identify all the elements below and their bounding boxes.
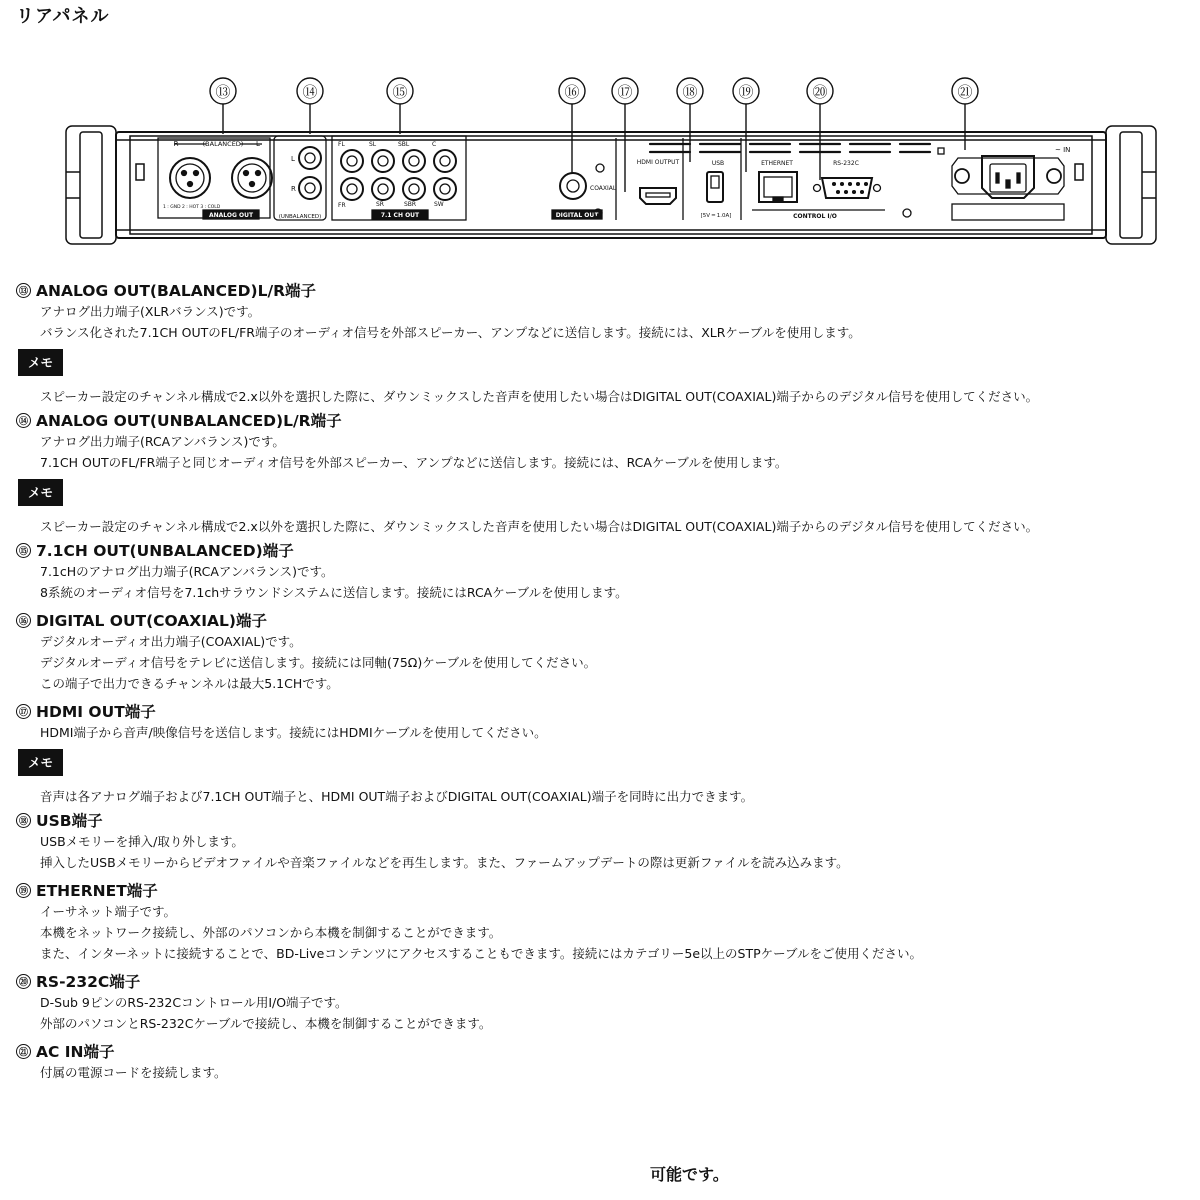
- svg-text:C: C: [432, 141, 437, 148]
- section-text: アナログ出力端子(XLRバランス)です。: [40, 304, 261, 319]
- section-title: ETHERNET端子: [36, 882, 158, 900]
- svg-text:L: L: [291, 155, 295, 163]
- svg-text:SBR: SBR: [404, 201, 417, 208]
- callout-15: [387, 78, 413, 134]
- memo-badge: メモ: [18, 749, 63, 776]
- svg-text:SW: SW: [434, 201, 444, 208]
- callout-13-label: ⑬: [215, 83, 231, 101]
- section-text: 7.1CH OUTのFL/FR端子と同じオーディオ信号を外部スピーカー、アンプなどに送信します。接続には、RCAケーブルを使用します。: [40, 455, 788, 470]
- label-ethernet: ETHERNET: [761, 160, 793, 167]
- svg-text:SL: SL: [369, 141, 377, 148]
- section-title: ANALOG OUT(BALANCED)L/R端子: [36, 282, 317, 300]
- section-title: HDMI OUT端子: [36, 703, 156, 721]
- label-ch71-out: 7.1 CH OUT: [380, 212, 420, 219]
- label-unbalanced: (UNBALANCED): [278, 214, 322, 220]
- section-text: HDMI端子から音声/映像信号を送信します。接続にはHDMIケーブルを使用してください。: [40, 725, 547, 740]
- svg-text:R: R: [291, 185, 296, 193]
- svg-text:⑭: ⑭: [302, 83, 318, 101]
- section-number: ⑬: [16, 283, 31, 298]
- svg-text:SBL: SBL: [398, 141, 410, 148]
- section-number: ⑮: [16, 543, 31, 558]
- digital-out-block: [552, 138, 616, 220]
- section-title: AC IN端子: [36, 1043, 115, 1061]
- ethernet-block: [759, 172, 797, 202]
- section-number: ⑯: [16, 613, 31, 628]
- section-19: [16, 879, 1186, 964]
- section-18: [16, 809, 1186, 873]
- section-text: バランス化された7.1CH OUTのFL/FR端子のオーディオ信号を外部スピーカー、アンプなどに送信します。接続には、XLRケーブルを使用します。: [40, 325, 861, 340]
- section-text: USBメモリーを挿入/取り外します。: [40, 834, 244, 849]
- section-15: [16, 539, 1186, 603]
- svg-text:⑲: ⑲: [738, 83, 754, 101]
- callout-16: [559, 78, 585, 174]
- svg-text:SR: SR: [376, 201, 384, 208]
- section-title: RS-232C端子: [36, 973, 141, 991]
- ch71-out-block: [332, 136, 466, 220]
- callout-13: [210, 78, 236, 134]
- analog-out-unbalanced-block: [274, 136, 326, 220]
- svg-text:㉑: ㉑: [957, 83, 973, 101]
- section-number: ⑰: [16, 704, 31, 719]
- memo-badge: メモ: [18, 479, 63, 506]
- label-l: L: [256, 140, 260, 148]
- section-14: [16, 409, 1186, 537]
- svg-text:⑮: ⑮: [392, 83, 408, 101]
- label-balanced: (BALANCED): [202, 140, 244, 148]
- memo-text: スピーカー設定のチャンネル構成で2.x以外を選択した際に、ダウンミックスした音声を使用したい場合はDIGITAL OUT(COAXIAL)端子からのデジタル信号を使用してください。: [40, 389, 1039, 404]
- callout-20: [807, 78, 833, 180]
- section-21: [16, 1040, 1186, 1083]
- section-16: [16, 609, 1186, 694]
- section-13: [16, 279, 1186, 407]
- callout-21: [952, 78, 978, 150]
- section-number: ㉑: [16, 1044, 31, 1059]
- memo-text: スピーカー設定のチャンネル構成で2.x以外を選択した際に、ダウンミックスした音声を使用したい場合はDIGITAL OUT(COAXIAL)端子からのデジタル信号を使用してください。: [40, 519, 1039, 534]
- svg-text:FL: FL: [338, 141, 345, 148]
- section-text: この端子で出力できるチャンネルは最大5.1CHです。: [40, 676, 339, 691]
- label-usb: USB: [711, 160, 725, 167]
- vent-slots: [650, 144, 930, 152]
- callout-18: [677, 78, 703, 162]
- callouts: [210, 78, 978, 192]
- rs232c-block: [752, 178, 885, 210]
- section-17: [16, 700, 1186, 807]
- label-usb-rating: [5V ═ 1.0A]: [700, 213, 732, 219]
- memo-badge: メモ: [18, 349, 63, 376]
- memo-text: 音声は各アナログ端子および7.1CH OUT端子と、HDMI OUT端子およびDIGITAL OUT(COAXIAL)端子を同時に出力できます。: [40, 789, 754, 804]
- section-list: [16, 279, 1186, 1083]
- svg-text:⑰: ⑰: [617, 83, 633, 101]
- label-ac-in: ~ IN: [1055, 146, 1071, 154]
- section-text: デジタルオーディオ出力端子(COAXIAL)です。: [40, 634, 302, 649]
- label-coaxial: COAXIAL: [590, 185, 617, 192]
- section-number: ⑱: [16, 813, 31, 828]
- section-title: USB端子: [36, 812, 103, 830]
- section-title: DIGITAL OUT(COAXIAL)端子: [36, 612, 267, 630]
- section-text: アナログ出力端子(RCAアンバランス)です。: [40, 434, 285, 449]
- label-r: R: [173, 140, 179, 148]
- label-analog-out: ANALOG OUT: [208, 212, 254, 219]
- section-text: 挿入したUSBメモリーからビデオファイルや音楽ファイルなどを再生します。また、ファームアップデートの際は更新ファイルを読み込みます。: [40, 855, 849, 870]
- section-text: 8系統のオーディオ信号を7.1chサラウンドシステムに送信します。接続にはRCAケーブルを使用します。: [40, 585, 628, 600]
- label-rs232c: RS-232C: [833, 160, 859, 167]
- cut-off-footer-text: 可能です。: [650, 1165, 729, 1184]
- callout-19: [733, 78, 759, 172]
- label-digital-out: DIGITAL OUT: [555, 212, 599, 219]
- label-pin-legend: 1 : GND 2 : HOT 3 : COLD: [163, 205, 221, 210]
- section-20: [16, 970, 1186, 1034]
- svg-text:⑱: ⑱: [682, 83, 698, 101]
- callout-14: [297, 78, 323, 134]
- section-text: 外部のパソコンとRS-232Cケーブルで接続し、本機を制御することができます。: [40, 1016, 492, 1031]
- section-text: 7.1cHのアナログ出力端子(RCAアンバランス)です。: [40, 564, 334, 579]
- section-text: 付属の電源コードを接続します。: [40, 1065, 227, 1080]
- page-title: リアパネル: [16, 6, 110, 27]
- section-title: ANALOG OUT(UNBALANCED)L/R端子: [36, 412, 342, 430]
- section-text: D-Sub 9ピンのRS-232Cコントロール用I/O端子です。: [40, 995, 348, 1010]
- label-hdmi-output: HDMI OUTPUT: [636, 159, 680, 166]
- section-text: イーサネット端子です。: [40, 904, 177, 919]
- section-number: ⑲: [16, 883, 31, 898]
- section-number: ⑳: [16, 974, 31, 989]
- section-number: ⑭: [16, 413, 31, 428]
- section-text: 本機をネットワーク接続し、外部のパソコンから本機を制御することができます。: [40, 925, 502, 940]
- section-title: 7.1CH OUT(UNBALANCED)端子: [36, 542, 294, 560]
- hdmi-block: [640, 138, 683, 220]
- rear-panel-diagram: [0, 72, 1200, 272]
- section-text: また、インターネットに接続することで、BD-Liveコンテンツにアクセスすることもできます。接続にはカテゴリー5e以上のSTPケーブルをご使用ください。: [40, 946, 922, 961]
- svg-text:⑯: ⑯: [564, 83, 580, 101]
- label-control-io: CONTROL I/O: [793, 213, 837, 220]
- svg-text:⑳: ⑳: [812, 83, 828, 101]
- usb-block: [707, 138, 741, 220]
- section-text: デジタルオーディオ信号をテレビに送信します。接続には同軸(75Ω)ケーブルを使用してください。: [40, 655, 597, 670]
- svg-text:FR: FR: [338, 202, 346, 209]
